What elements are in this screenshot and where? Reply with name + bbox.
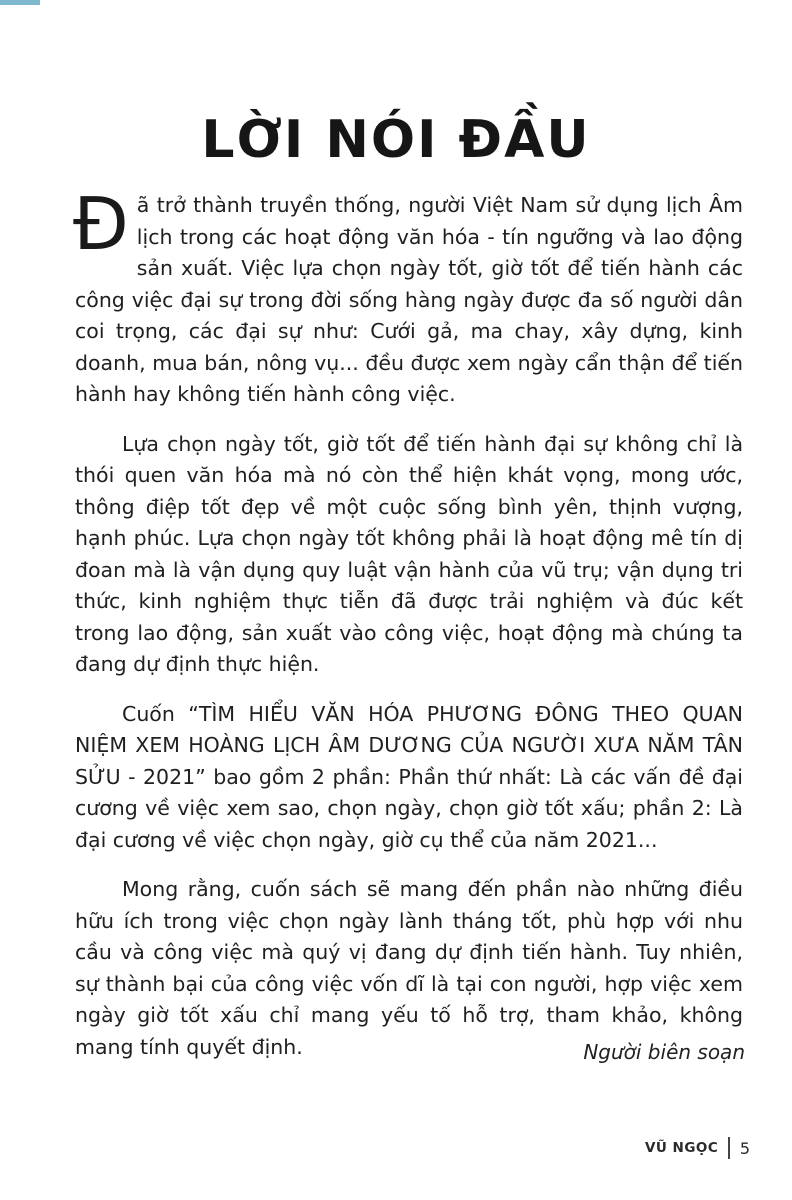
page-footer [645,1137,750,1159]
page-title: LỜI NÓI ĐẦU [201,110,591,170]
footer-divider [728,1137,730,1159]
drop-cap: Đ [73,182,129,266]
signature: Người biên soạn [583,1040,745,1064]
body-text [73,182,743,1081]
paragraph-2: Lựa chọn ngày tốt, giờ tốt để tiến hành đại sự không chỉ là thói quen văn hóa mà nó còn thể hiện khát vọng, mong ước, thông điệp tốt đẹp về một cuộc sống bình yên, thịnh vượng, hạnh phúc. Lựa chọn ngày tốt không phải là hoạt động mê tín dị đoan mà là vận dụng quy luật vận hành của vũ trụ; vận dụng tri thức, kinh nghiệm thực tiễn đã được trải nghiệm và đúc kết trong lao động, sản xuất vào công việc, hoạt động mà chúng ta đang dự định thực hiện. [75,431,743,676]
footer-author: VŨ NGỌC [644,1140,719,1156]
paragraph-3: Cuốn “TÌM HIỂU VĂN HÓA PHƯƠNG ĐÔNG THEO QUAN NIỆM XEM HOÀNG LỊCH ÂM DƯƠNG CỦA NGƯỜI XƯA NĂM TÂN SỬU - 2021” bao gồm 2 phần: Phần thứ nhất: Là các vấn đề đại cương về việc xem sao, chọn ngày, chọn giờ tốt xấu; phần 2: Là đại cương về việc chọn ngày, giờ cụ thể của năm 2021... [75,701,743,852]
paragraph-4: Mong rằng, cuốn sách sẽ mang đến phần nào những điều hữu ích trong việc chọn ngày lành tháng tốt, phù hợp với nhu cầu và công việc mà quý vị đang dự định tiến hành. Tuy nhiên, sự thành bại của công việc vốn dĩ là tại con người, hợp việc xem ngày giờ tốt xấu chỉ mang yếu tố hỗ trợ, tham khảo, không mang tính quyết định. [75,877,743,1059]
corner-accent-mark [0,0,40,5]
page-number: 5 [739,1138,750,1158]
paragraph-intro [73,182,743,411]
paragraph-intro-text: ã trở thành truyền thống, người Việt Nam sử dụng lịch Âm lịch trong các hoạt động văn hóa - tín ngưỡng và lao động sản xuất. Việc lựa chọn ngày tốt, giờ tốt để tiến hành các công việc đại sự trong đời sống hàng ngày được đa số người dân coi trọng, các đại sự như: Cưới gả, ma chay, xây dựng, kinh doanh, mua bán, nông vụ... đều được xem ngày cẩn thận để tiến hành hay không tiến hành công việc. [75,193,743,406]
